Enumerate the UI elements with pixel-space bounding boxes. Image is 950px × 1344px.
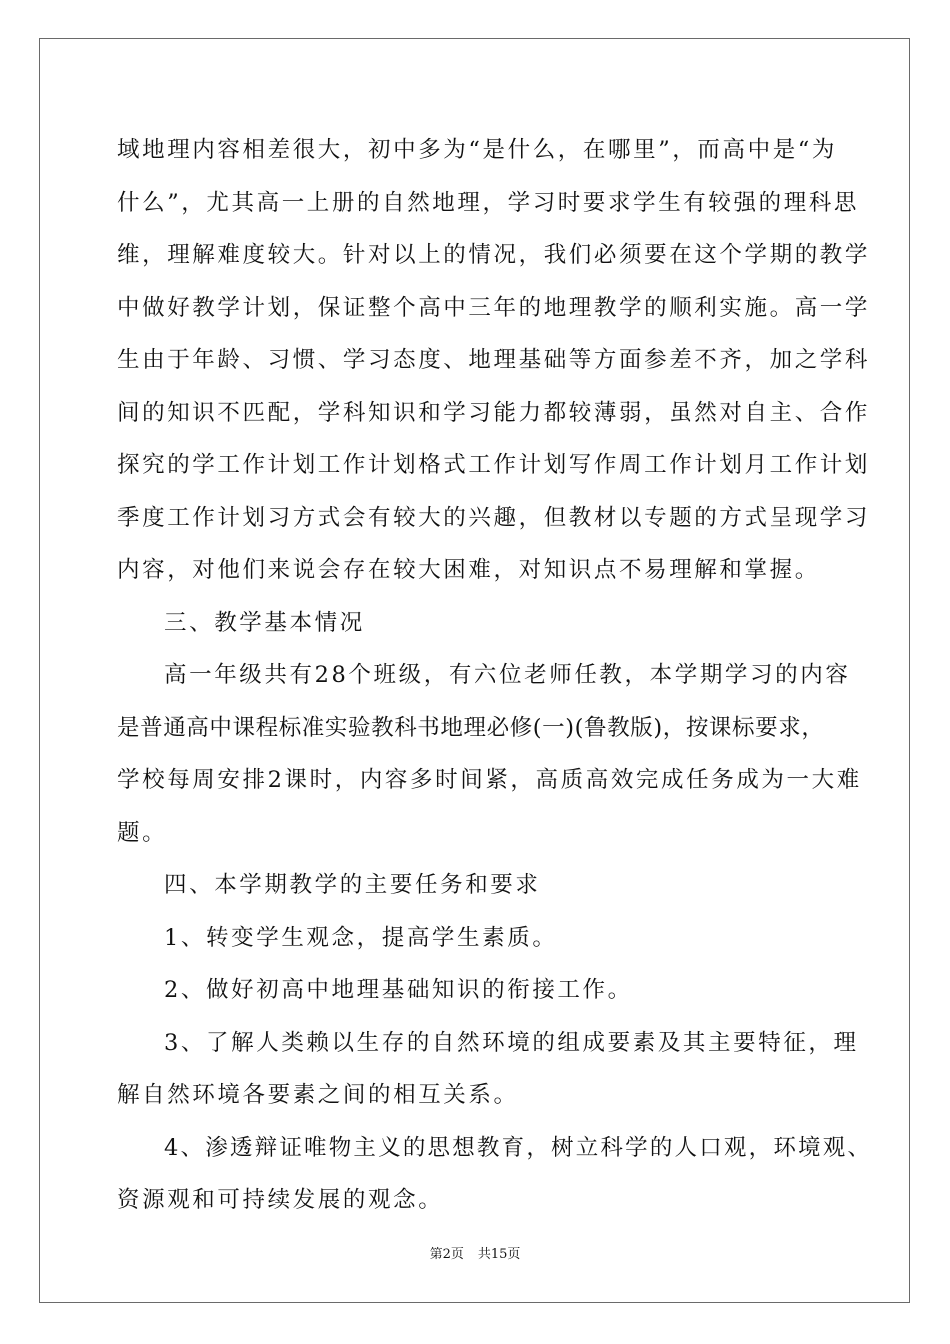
text-line: 内容，对他们来说会存在较大困难，对知识点不易理解和掌握。: [117, 557, 820, 583]
text-line: 季度工作计划习方式会有较大的兴趣，但教材以专题的方式呈现学习: [117, 504, 871, 531]
text-line: 探究的学工作计划工作计划格式工作计划写作周工作计划月工作计划: [117, 452, 871, 478]
text-line: 什么”，尤其高一上册的自然地理，学习时要求学生有较强的理科思: [117, 189, 860, 216]
list-item-continuation: 解自然环境各要素之间的相互关系。: [117, 1082, 519, 1108]
text-line: 间的知识不匹配，学科知识和学习能力都较薄弱，虽然对自主、合作: [117, 399, 871, 426]
list-item: 2、做好初高中地理基础知识的衔接工作。: [164, 977, 633, 1003]
list-item: 1、转变学生观念，提高学生素质。: [164, 924, 558, 951]
text-line: 学校每周安排2课时，内容多时间紧，高质高效完成任务成为一大难: [117, 767, 862, 793]
text-line: 生由于年龄、习惯、学习态度、地理基础等方面参差不齐，加之学科: [117, 347, 871, 373]
section-heading: 四、本学期教学的主要任务和要求: [164, 872, 541, 898]
text-line: 中做好教学计划，保证整个高中三年的地理教学的顺利实施。高一学: [117, 294, 871, 321]
list-item: 3、了解人类赖以生存的自然环境的组成要素及其主要特征，理: [164, 1029, 859, 1056]
section-heading: 三、教学基本情况: [164, 609, 365, 636]
page-number: 第2页: [429, 1247, 464, 1262]
document-body: [117, 124, 873, 1227]
text-line: 域地理内容相差很大，初中多为“是什么，在哪里”，而高中是“为: [117, 137, 838, 163]
text-line: 题。: [117, 819, 168, 846]
text-line: 是普通高中课程标准实验教科书地理必修(一)(鲁教版)，按课标要求，: [117, 714, 825, 741]
text-line: 高一年级共有28个班级，有六位老师任教，本学期学习的内容: [164, 662, 851, 688]
text-line: 维，理解难度较大。针对以上的情况，我们必须要在这个学期的教学: [117, 242, 871, 268]
list-item: 4、渗透辩证唯物主义的思想教育，树立科学的人口观，环境观、: [164, 1134, 873, 1161]
page-total: 共15页: [477, 1247, 521, 1262]
page-footer: [0, 1247, 950, 1263]
list-item-continuation: 资源观和可持续发展的观念。: [117, 1187, 444, 1213]
